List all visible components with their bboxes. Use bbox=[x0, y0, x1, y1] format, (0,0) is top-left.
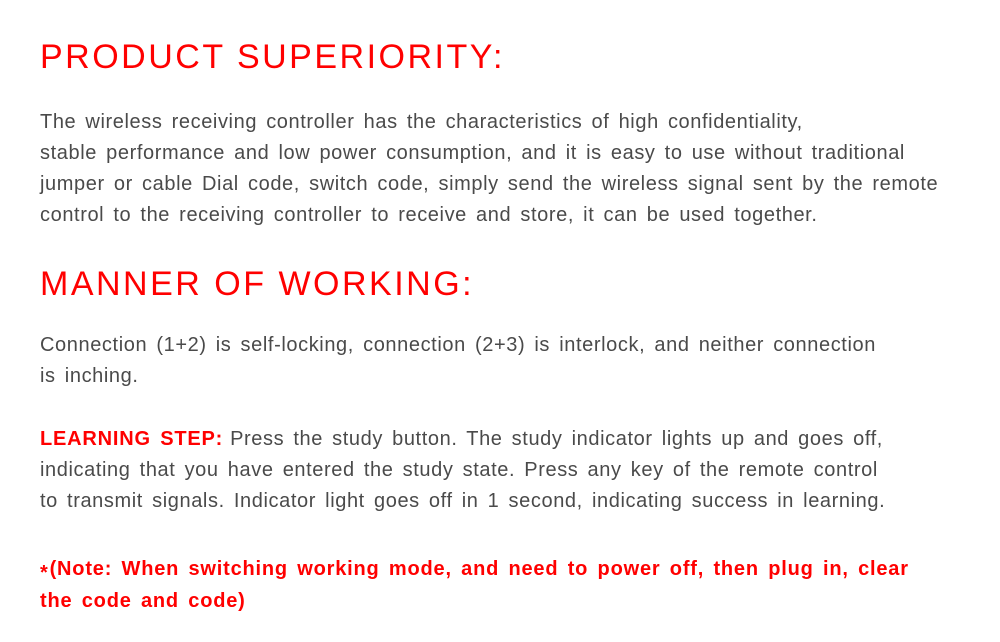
paragraph-line: Connection (1+2) is self-locking, connection (2+3) is interlock, and neither connection bbox=[40, 334, 876, 357]
heading-manner-of-working: MANNER OF WORKING: bbox=[40, 265, 475, 304]
paragraph-line: jumper or cable Dial code, switch code, simply send the wireless signal sent by the remote bbox=[40, 173, 939, 196]
note-asterisk: * bbox=[40, 562, 49, 585]
paragraph-manner-of-working bbox=[40, 330, 962, 392]
paragraph-learning-step bbox=[40, 424, 962, 517]
note-line: the code and code) bbox=[40, 590, 246, 613]
note-warning bbox=[40, 553, 962, 617]
paragraph-line: The wireless receiving controller has the characteristics of high confidentiality, bbox=[40, 111, 803, 134]
note-line bbox=[40, 553, 962, 585]
paragraph-line: is inching. bbox=[40, 365, 139, 388]
paragraph-line: stable performance and low power consumption, and it is easy to use without traditional bbox=[40, 142, 905, 165]
paragraph-line: control to the receiving controller to receive and store, it can be used together. bbox=[40, 204, 818, 227]
paragraph-line bbox=[40, 424, 962, 455]
learning-step-label: LEARNING STEP: bbox=[40, 428, 224, 451]
paragraph-line: indicating that you have entered the study state. Press any key of the remote control bbox=[40, 459, 878, 482]
paragraph-product-superiority bbox=[40, 107, 962, 231]
learning-step-text: Press the study button. The study indicator lights up and goes off, bbox=[230, 428, 883, 451]
heading-product-superiority: PRODUCT SUPERIORITY: bbox=[40, 38, 505, 76]
note-text: (Note: When switching working mode, and need to power off, then plug in, clear bbox=[49, 558, 909, 581]
paragraph-line: to transmit signals. Indicator light goes off in 1 second, indicating success in learning. bbox=[40, 490, 886, 513]
